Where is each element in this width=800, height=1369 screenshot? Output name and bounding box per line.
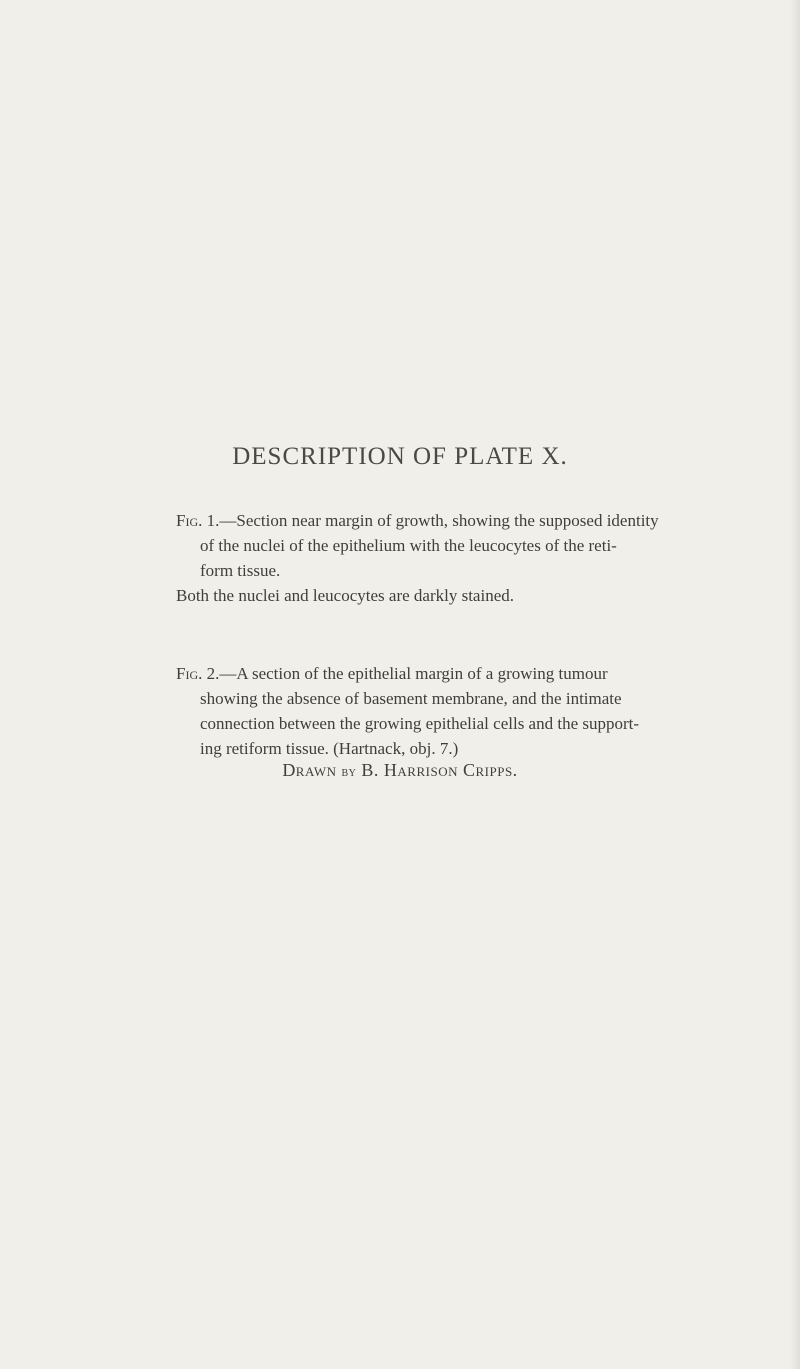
figure-1-line-3: form tissue. xyxy=(200,561,281,580)
figure-1-line-4: Both the nuclei and leucocytes are darkly stained. xyxy=(176,586,514,605)
figure-1-line-1: —Section near margin of growth, showing the supposed identity xyxy=(219,511,659,530)
figure-2-line-4: ing retiform tissue. (Hartnack, obj. 7.) xyxy=(200,739,459,758)
figure-2-first-line xyxy=(176,661,728,686)
figure-1-line-2: of the nuclei of the epithelium with the leucocytes of the reti- xyxy=(200,536,617,555)
figure-2-label: Fig. 2. xyxy=(176,664,220,683)
illustrator-credit xyxy=(0,760,800,781)
figure-1-label: Fig. 1. xyxy=(176,511,220,530)
credit-name: B. Harrison Cripps. xyxy=(361,760,518,780)
credit-drawn: Drawn xyxy=(282,760,337,780)
figure-1-first-line xyxy=(176,508,728,533)
figure-2-line-2: showing the absence of basement membrane, and the intimate xyxy=(200,689,622,708)
figure-2-line-3: connection between the growing epithelial cells and the support- xyxy=(200,714,640,733)
credit-by: by xyxy=(341,765,357,780)
figure-2-line-1: —A section of the epithelial margin of a growing tumour xyxy=(219,664,608,683)
figure-2-description xyxy=(176,661,728,761)
page-edge xyxy=(790,0,800,1369)
plate-heading: DESCRIPTION OF PLATE X. xyxy=(232,443,568,470)
figure-1-description xyxy=(176,508,728,608)
